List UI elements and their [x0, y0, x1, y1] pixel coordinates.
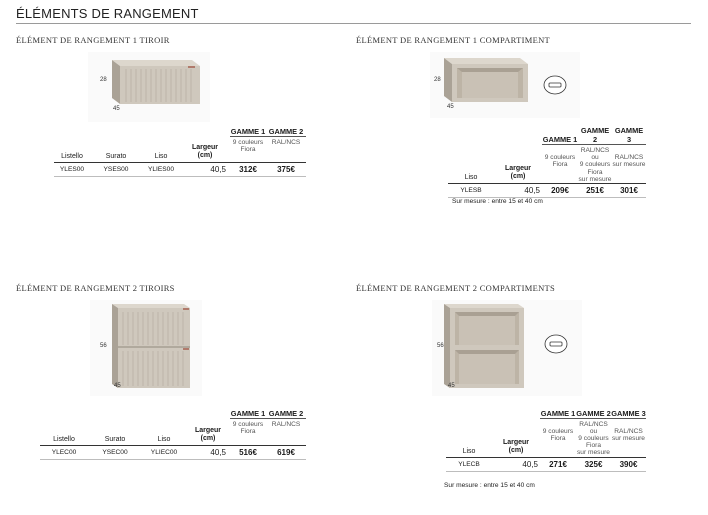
column-header: Listello [40, 418, 88, 445]
gamme-1-desc: 9 couleurs Fiora [230, 418, 266, 445]
height-label: 56 [437, 343, 444, 349]
column-header: Liso [448, 145, 494, 184]
table-row [446, 457, 646, 471]
depth-label: 45 [114, 383, 121, 389]
table-row [54, 162, 306, 176]
largeur-header: Largeur (cm) [180, 136, 230, 162]
code-cell: YLES00 [54, 162, 90, 176]
sur-mesure-note: Sur mesure : entre 15 et 40 cm [452, 198, 543, 205]
gamme-2-desc: RAL/NCS [266, 136, 306, 162]
code-cell: YLIES00 [142, 162, 180, 176]
section-title-1-tiroir: ÉLÉMENT DE RANGEMENT 1 TIROIR [16, 35, 170, 45]
gamme-2-header: GAMME 2 [266, 126, 306, 136]
depth-label: 45 [447, 104, 454, 110]
largeur-cell: 40,5 [186, 445, 230, 459]
table-row [40, 445, 306, 459]
column-header: Surato [88, 418, 142, 445]
gamme-2-header: GAMME 2 [266, 408, 306, 418]
code-cell: YLECB [446, 457, 492, 471]
price-cell: 312€ [230, 162, 266, 176]
code-cell: YSES00 [90, 162, 142, 176]
gamme-2-header: GAMME 2 [576, 408, 611, 418]
gamme-3-desc: RAL/NCS sur mesure [611, 418, 646, 457]
column-header: Liso [142, 418, 186, 445]
gamme-1-desc: 9 couleurs Fiora [230, 136, 266, 162]
section-title-1-compartiment: ÉLÉMENT DE RANGEMENT 1 COMPARTIMENT [356, 35, 551, 45]
code-cell: YLEC00 [40, 445, 88, 459]
largeur-cell: 40,5 [180, 162, 230, 176]
gamme-3-desc: RAL/NCS sur mesure [612, 145, 646, 184]
price-cell: 209€ [542, 184, 578, 198]
price-cell: 516€ [230, 445, 266, 459]
height-label: 28 [434, 77, 441, 83]
price-cell: 390€ [611, 457, 646, 471]
gamme-2-header: GAMME 2 [578, 126, 612, 145]
gamme-1-desc: 9 couleurs Fiora [540, 418, 576, 457]
price-cell: 271€ [540, 457, 576, 471]
gamme-1-header: GAMME 1 [540, 408, 576, 418]
code-cell: YLIEC00 [142, 445, 186, 459]
column-header: Listello [54, 136, 90, 162]
title-rule [16, 23, 691, 24]
gamme-3-header: GAMME 3 [611, 408, 646, 418]
gamme-1-desc: 9 couleurs Fiora [542, 145, 578, 184]
largeur-cell: 40,5 [492, 457, 540, 471]
gamme-3-header: GAMME 3 [612, 126, 646, 145]
depth-label: 45 [448, 383, 455, 389]
code-cell: YSEC00 [88, 445, 142, 459]
depth-label: 45 [113, 106, 120, 112]
gamme-2-desc: RAL/NCS ou 9 couleurs Fiora sur mesure [576, 418, 611, 457]
column-header: Liso [446, 418, 492, 457]
price-cell: 251€ [578, 184, 612, 198]
price-table-2-tiroirs [40, 408, 306, 460]
gamme-2-desc: RAL/NCS [266, 418, 306, 445]
height-label: 56 [100, 343, 107, 349]
product-image-2-compartiments [432, 300, 582, 396]
section-title-2-compartiments: ÉLÉMENT DE RANGEMENT 2 COMPARTIMENTS [356, 283, 556, 293]
gamme-1-header: GAMME 1 [542, 126, 578, 145]
height-label: 28 [100, 77, 107, 83]
price-table-1-tiroir [54, 126, 306, 177]
product-image-1-tiroir [88, 52, 210, 122]
largeur-header: Largeur (cm) [492, 418, 540, 457]
table-row [448, 184, 646, 198]
price-cell: 619€ [266, 445, 306, 459]
price-cell: 325€ [576, 457, 611, 471]
gamme-2-desc: RAL/NCS ou 9 couleurs Fiora sur mesure [578, 145, 612, 184]
column-header: Liso [142, 136, 180, 162]
price-table-1-compartiment [448, 126, 646, 198]
gamme-1-header: GAMME 1 [230, 408, 266, 418]
largeur-header: Largeur (cm) [494, 145, 542, 184]
price-cell: 301€ [612, 184, 646, 198]
page-title: ÉLÉMENTS DE RANGEMENT [16, 6, 199, 21]
gamme-1-header: GAMME 1 [230, 126, 266, 136]
code-cell: YLESB [448, 184, 494, 198]
largeur-cell: 40,5 [494, 184, 542, 198]
section-title-2-tiroirs: ÉLÉMENT DE RANGEMENT 2 TIROIRS [16, 283, 175, 293]
column-header: Surato [90, 136, 142, 162]
price-table-2-compartiments [446, 408, 646, 472]
largeur-header: Largeur (cm) [186, 418, 230, 445]
price-cell: 375€ [266, 162, 306, 176]
sur-mesure-note: Sur mesure : entre 15 et 40 cm [444, 482, 535, 489]
